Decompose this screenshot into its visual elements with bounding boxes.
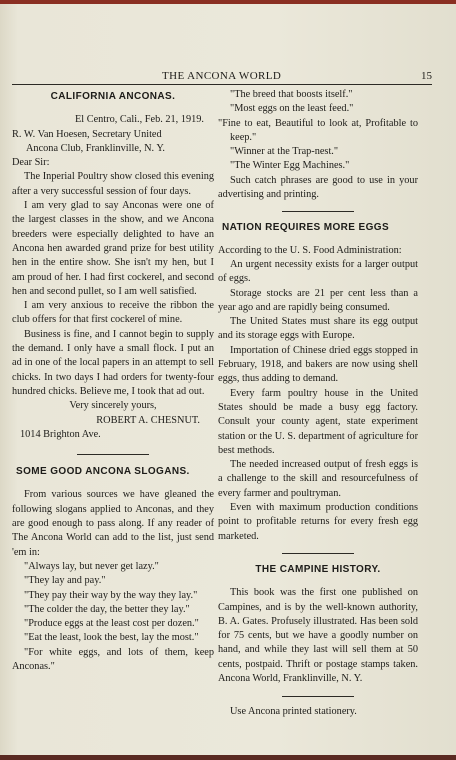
letter-addressee-org: Ancona Club, Franklinville, N. Y. (26, 142, 165, 154)
slogans-intro: From various sources we have gleaned the following slogans applied to Anconas, and they are good enough to pass along. If any reader of The Ancona World can add to the list, just send 'em in: (12, 489, 214, 558)
page-top-edge (0, 0, 456, 4)
slogan-item: "The Winter Egg Machines." (230, 160, 350, 172)
article-heading-more-eggs: NATION REQUIRES MORE EGGS (222, 222, 390, 234)
slogan-item: "The breed that boosts itself." (230, 89, 353, 100)
article-heading-slogans: SOME GOOD ANCONA SLOGANS. (16, 466, 190, 478)
left-column (12, 88, 214, 674)
journal-title: THE ANCONA WORLD (162, 70, 282, 82)
slogans-closing: Such catch phrases are good to use in your advertising and printing. (218, 174, 418, 201)
letter-dateline: El Centro, Cali., Feb. 21, 1919. (75, 114, 204, 126)
slogan-item: "Most eggs on the least feed." (230, 103, 354, 115)
section-divider (282, 553, 354, 554)
slogan-item: "They pay their way by the way they lay." (24, 589, 198, 601)
eggs-paragraph: Importation of Chinese dried eggs stopped in February, 1918, and bakers are now using shell eggs, thus adding to demand. (218, 344, 418, 385)
letter-paragraph: I am very anxious to receive the ribbon the club offers for that first cockerel of mine. (12, 300, 214, 326)
letter-signature: ROBERT A. CHESNUT. (96, 414, 200, 426)
slogan-item: "Always lay, but never get lazy." (24, 560, 159, 572)
slogan-item: "For white eggs, and lots of them, keep Anconas." (12, 646, 214, 672)
eggs-paragraph: The needed increased output of fresh eggs is a challenge to the skill and resourcefulness of every farmer and poultryman. (218, 459, 418, 499)
eggs-paragraph: Even with maximum production conditions point to profitable returns for every fresh egg marketed. (218, 502, 418, 542)
letter-addressee: R. W. Van Hoesen, Secretary United (12, 128, 162, 140)
letter-paragraph: I am very glad to say Anconas were one of the largest classes in the show, and we Ancona breeders were especially delighted to have an Ancona hen awarded grand prize for best utility hen in the entire show. She isn't my hen, but I am proud of her. I had first cockerel, and second hen and second pullet, so I am well satisfied. (12, 200, 214, 297)
campine-paragraph: This book was the first one published on Campines, and is by the well-known authority, B. A. Gates. Profusely illustrated. Has been sold for 75 cents, but we have a goodly number on hand, and while they last will sell them at 50 cents, postpaid. Thrift or postage stamps taken. Ancona World, Franklinville, N. Y. (218, 587, 418, 684)
section-divider (77, 454, 149, 455)
eggs-paragraph: Storage stocks are 21 per cent less than a year ago and are rapidly being consumed. (218, 287, 418, 313)
section-divider (282, 211, 354, 212)
eggs-paragraph: An urgent necessity exists for a larger output of eggs. (218, 258, 418, 285)
letter-address: 1014 Brighton Ave. (20, 428, 101, 440)
page-bottom-edge (0, 755, 456, 760)
slogan-item: "Fine to eat, Beautiful to look at, Profitable to keep." (218, 117, 418, 143)
article-heading-california: CALIFORNIA ANCONAS. (50, 91, 176, 102)
page-number: 15 (421, 70, 432, 82)
stationery-notice: Use Ancona printed stationery. (230, 706, 357, 718)
eggs-paragraph: The United States must share its egg output and its storage eggs with Europe. (218, 316, 418, 342)
right-column (218, 88, 418, 720)
letter-salutation: Dear Sir: (12, 157, 50, 169)
eggs-paragraph: Every farm poultry house in the United States should be made a busy egg factory. Consult your county agent, state experiment station or the U. S. department of agriculture for best methods. (218, 387, 418, 456)
letter-closing: Very sincerely yours, (69, 400, 157, 412)
slogan-item: "Winner at the Trap-nest." (230, 146, 339, 158)
letter-paragraph: Business is fine, and I cannot begin to supply the demand. I only have a small flock. I put an ad in one of the local papers in an attempt to sell chicks. In two days I had orders for twenty-four hundred chicks. Believe me, I took that ad out. (12, 328, 214, 397)
section-divider (282, 696, 354, 697)
eggs-intro: According to the U. S. Food Administration: (218, 244, 402, 256)
running-header (12, 70, 432, 85)
slogan-item: "Eat the least, look the best, lay the most." (24, 632, 199, 644)
slogan-item: "Produce eggs at the least cost per dozen." (24, 618, 199, 630)
article-heading-campine: THE CAMPINE HISTORY. (255, 563, 381, 575)
slogan-item: "They lay and pay." (24, 575, 106, 587)
slogan-item: "The colder the day, the better they lay." (24, 603, 190, 615)
letter-paragraph: The Inperial Poultry show closed this evening after a very successful session of four days. (12, 171, 214, 197)
